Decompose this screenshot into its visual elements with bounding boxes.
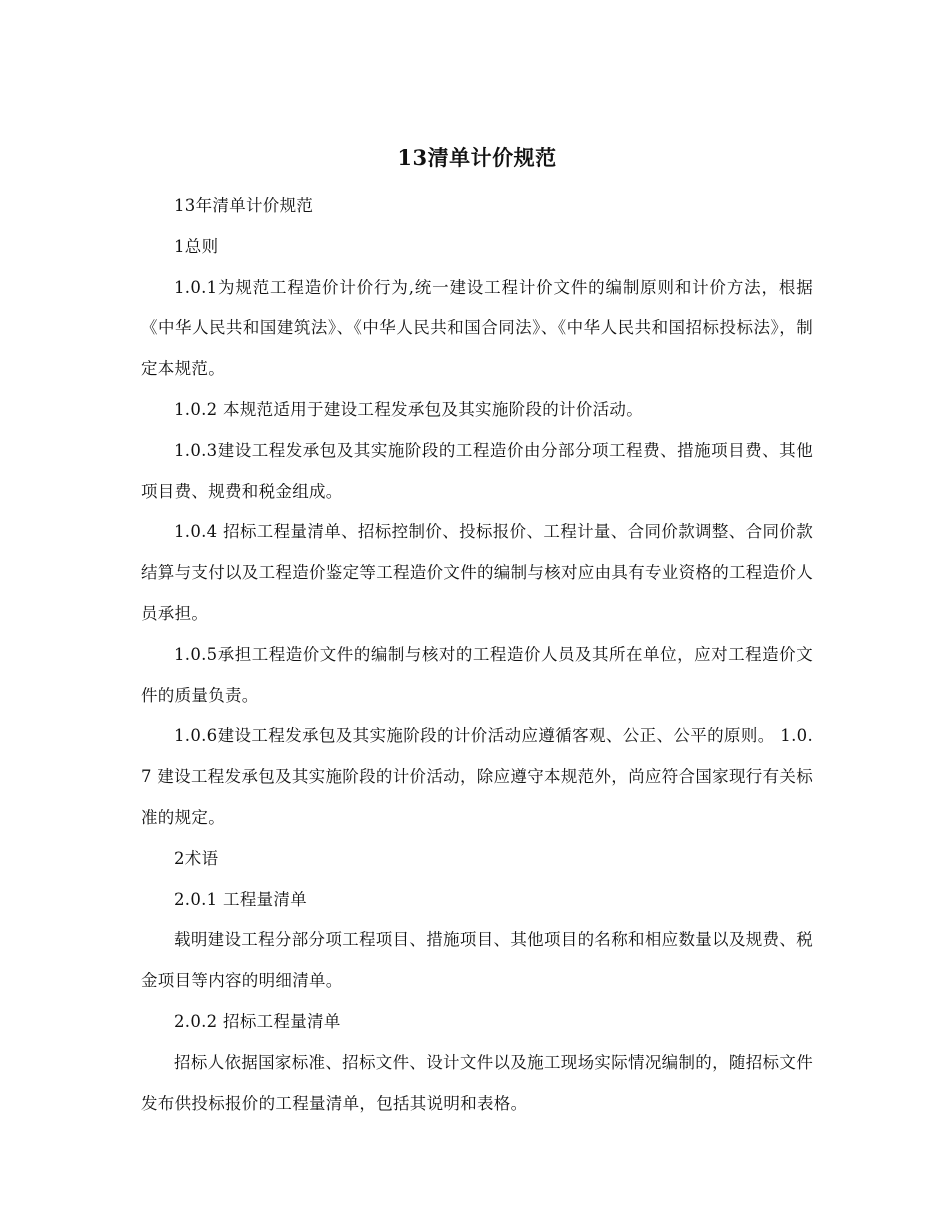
term-2-0-2-heading: 2.0.2 招标工程量清单 (174, 1011, 341, 1031)
section-heading-general: 1总则 (174, 236, 219, 256)
term-2-0-1-definition: 载明建设工程分部分项工程项目、措施项目、其他项目的名称和相应数量以及规费、税金项目等内容的明细清单。 (141, 930, 813, 991)
clause-1-0-2: 1.0.2 本规范适用于建设工程发承包及其实施阶段的计价活动。 (174, 399, 644, 419)
document-body (141, 142, 813, 1124)
subtitle-paragraph: 13年清单计价规范 (174, 196, 314, 215)
clause-1-0-4: 1.0.4 招标工程量清单、招标控制价、投标报价、工程计量、合同价款调整、合同价款结算与支付以及工程造价鉴定等工程造价文件的编制与核对应由具有专业资格的工程造价人员承担。 (141, 522, 813, 623)
term-2-0-2-definition: 招标人依据国家标准、招标文件、设计文件以及施工现场实际情况编制的，随招标文件发布供投标报价的工程量清单，包括其说明和表格。 (141, 1052, 813, 1113)
clause-1-0-3: 1.0.3建设工程发承包及其实施阶段的工程造价由分部分项工程费、措施项目费、其他项目费、规费和税金组成。 (141, 440, 813, 501)
clause-1-0-1: 1.0.1为规范工程造价计价行为,统一建设工程计价文件的编制原则和计价方法，根据《中华人民共和国建筑法》、《中华人民共和国合同法》、《中华人民共和国招标投标法》，制定本规范。 (141, 277, 813, 379)
section-heading-terms: 2术语 (174, 848, 219, 868)
document-title: 13清单计价规范 (397, 145, 557, 170)
term-2-0-1-heading: 2.0.1 工程量清单 (174, 889, 308, 909)
clause-1-0-6-and-1-0-7: 1.0.6建设工程发承包及其实施阶段的计价活动应遵循客观、公正、公平的原则。 1.0.7 建设工程发承包及其实施阶段的计价活动，除应遵守本规范外，尚应符合国家现行有关标准的规定。 (141, 726, 813, 827)
clause-1-0-5: 1.0.5承担工程造价文件的编制与核对的工程造价人员及其所在单位，应对工程造价文件的质量负责。 (141, 644, 813, 705)
